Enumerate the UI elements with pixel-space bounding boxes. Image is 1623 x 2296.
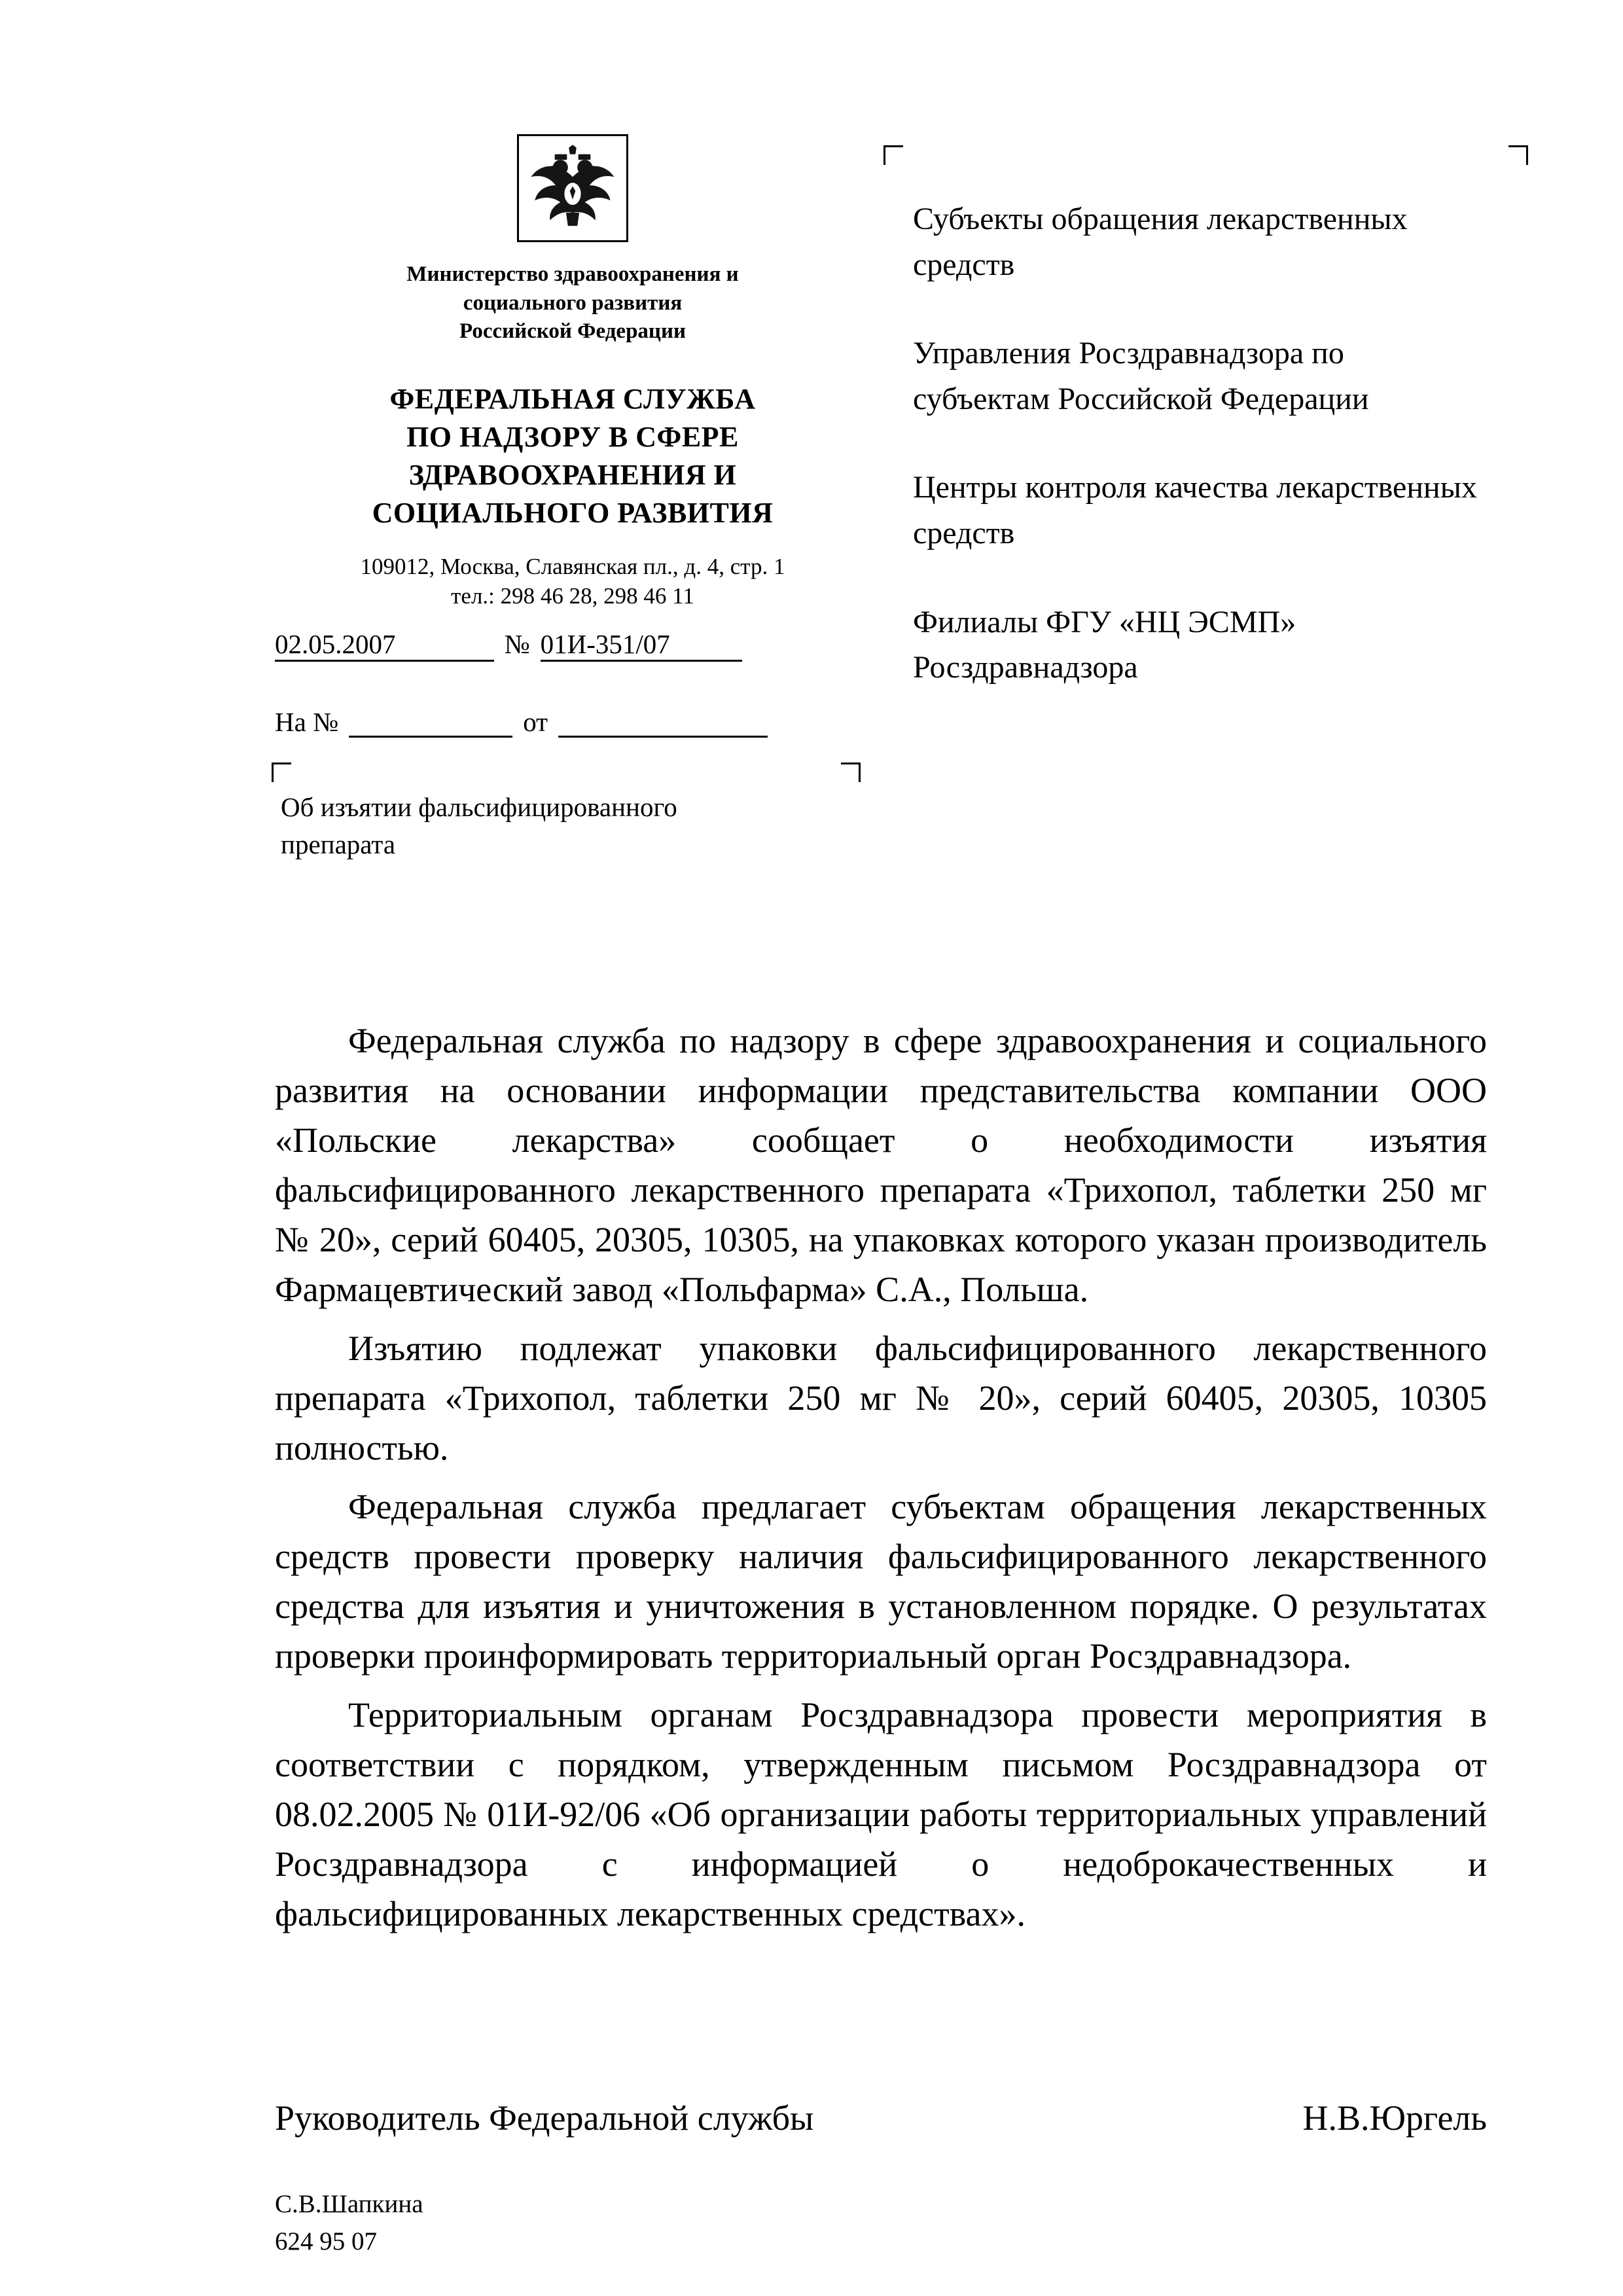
executor-footer bbox=[275, 2186, 423, 2260]
subject-text bbox=[272, 789, 861, 864]
russian-coat-of-arms-icon bbox=[526, 141, 620, 235]
ministry-name-line1: Министерство здравоохранения и bbox=[406, 262, 739, 286]
ministry-name-line2: социального развития bbox=[463, 291, 683, 315]
reference-block bbox=[275, 628, 864, 738]
body-paragraph-1: Федеральная служба по надзору в сфере здравоохранения и социального развития на основании информации представительства компании ООО «Польские лекарства» сообщает о необходимости изъятия фальсифицированного лекарственного препарата «Трихопол, таблетки 250 мг № 20», серий 60405, 20305, 10305, на упаковках которого указан производитель Фармацевтический завод «Польфарма» С.А., Польша. bbox=[275, 1021, 1487, 1309]
sender-postal-address: 109012, Москва, Славянская пл., д. 4, стр. 1 bbox=[360, 553, 785, 579]
body-paragraph-2: Изъятию подлежат упаковки фальсифицированного лекарственного препарата «Трихопол, таблетки 250 мг № 20», серий 60405, 20305, 10305 полностью. bbox=[275, 1329, 1487, 1467]
signer-position: Руководитель Федеральной службы bbox=[275, 2098, 814, 2138]
service-name-line3: ЗДРАВООХРАНЕНИЯ И bbox=[408, 458, 737, 491]
reply-na-label: На № bbox=[275, 707, 339, 738]
letter-body bbox=[275, 1016, 1487, 1948]
date-blank-line bbox=[396, 633, 494, 662]
service-name-line4: СОЦИАЛЬНОГО РАЗВИТИЯ bbox=[372, 496, 774, 529]
subject-block bbox=[272, 762, 861, 864]
recipient-item: Центры контроля качества лекарственных средств bbox=[913, 470, 1477, 550]
recipient-item: Субъекты обращения лекарственных средств bbox=[913, 202, 1408, 282]
subject-corner-marks bbox=[272, 762, 861, 789]
sender-phone: тел.: 298 46 28, 298 46 11 bbox=[451, 583, 694, 609]
recipient-item: Управления Росздравнадзора по субъектам Российской Федерации bbox=[913, 336, 1369, 416]
reply-number-blank bbox=[349, 709, 512, 738]
outgoing-reference-line bbox=[275, 628, 864, 662]
executor-phone: 624 95 07 bbox=[275, 2227, 377, 2255]
ministry-name-line3: Российской Федерации bbox=[459, 319, 686, 344]
letter-number: 01И-351/07 bbox=[541, 629, 670, 662]
body-paragraph-3: Федеральная служба предлагает субъектам обращения лекарственных средств провести проверку наличия фальсифицированного лекарственного средства для изъятия и уничтожения в установленном порядке. О результатах проверки проинформировать территориальный орган Росздравнадзора. bbox=[275, 1487, 1487, 1676]
recipients-block bbox=[913, 145, 1489, 734]
service-name bbox=[308, 380, 838, 532]
signature-row bbox=[275, 2098, 1487, 2138]
number-sign: № bbox=[504, 629, 530, 659]
signer-name: Н.В.Юргель bbox=[1302, 2098, 1487, 2138]
sender-address bbox=[308, 552, 838, 611]
service-name-line2: ПО НАДЗОРУ В СФЕРЕ bbox=[406, 420, 739, 453]
reply-date-blank bbox=[558, 709, 768, 738]
recipient-item: Филиалы ФГУ «НЦ ЭСМП» Росздравнадзора bbox=[913, 604, 1296, 685]
executor-name: С.В.Шапкина bbox=[275, 2190, 423, 2218]
corner-mark-right-icon bbox=[841, 762, 861, 782]
subject-line2: препарата bbox=[281, 829, 396, 860]
incoming-reference-line bbox=[275, 706, 864, 738]
corner-mark-right-icon bbox=[1508, 145, 1528, 165]
coat-of-arms-box bbox=[517, 134, 628, 242]
letter-date: 02.05.2007 bbox=[275, 629, 396, 662]
number-blank-line bbox=[670, 633, 742, 662]
subject-line1: Об изъятии фальсифицированного bbox=[281, 792, 677, 822]
corner-mark-left-icon bbox=[883, 145, 903, 165]
corner-mark-left-icon bbox=[272, 762, 291, 782]
recipients-corner-marks bbox=[913, 145, 1489, 196]
body-paragraph-4: Территориальным органам Росздравнадзора провести мероприятия в соответствии с порядком, утвержденным письмом Росздравнадзора от 08.02.2005 № 01И-92/06 «Об организации работы территориальных управлений Росздравнадзора с информацией о недоброкачественных и фальсифицированных лекарственных средствах». bbox=[275, 1695, 1487, 1933]
reply-ot-label: от bbox=[523, 707, 548, 738]
sender-header bbox=[308, 134, 838, 611]
service-name-line1: ФЕДЕРАЛЬНАЯ СЛУЖБА bbox=[389, 382, 756, 415]
